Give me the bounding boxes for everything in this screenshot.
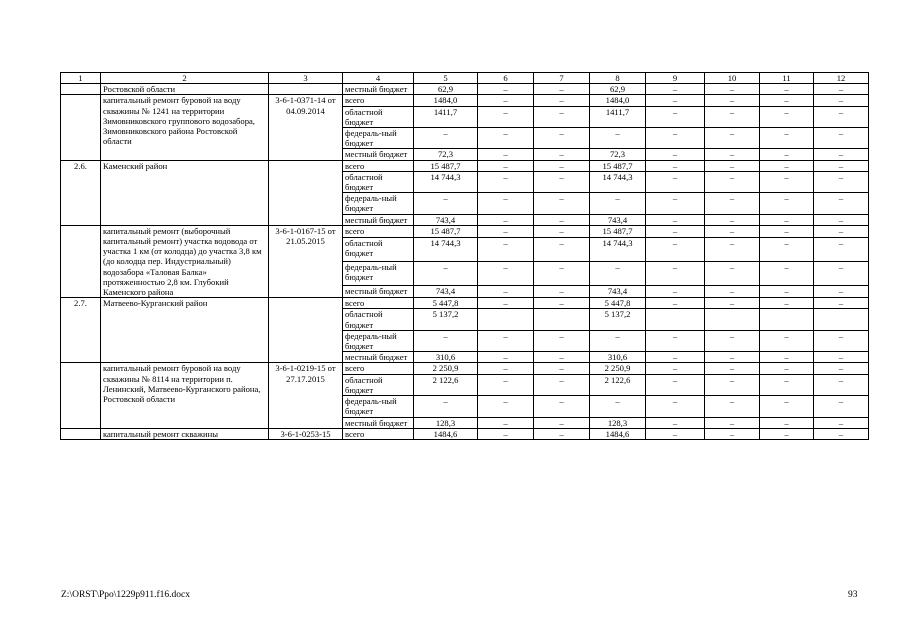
table-cell: – <box>646 417 705 428</box>
table-cell <box>269 84 343 95</box>
table-cell: 2.6. <box>61 160 101 225</box>
table-cell: местный бюджет <box>343 84 414 95</box>
table-cell: – <box>590 330 646 351</box>
table-cell: 743,4 <box>590 214 646 225</box>
table-cell: – <box>705 363 760 374</box>
table-cell: – <box>646 374 705 395</box>
table-cell: всего <box>343 363 414 374</box>
table-cell: – <box>534 238 590 262</box>
table-cell: – <box>646 171 705 192</box>
table-cell: – <box>478 363 534 374</box>
table-cell: – <box>705 149 760 160</box>
table-cell: 3-6-1-0167-15 от 21.05.2015 <box>269 225 343 297</box>
table-cell: – <box>646 106 705 127</box>
header-cell: 8 <box>590 73 646 84</box>
table-cell: – <box>478 298 534 309</box>
table-cell: всего <box>343 225 414 237</box>
table-cell: – <box>705 193 760 214</box>
table-cell: местный бюджет <box>343 285 414 297</box>
table-cell: – <box>760 374 814 395</box>
table-cell: 1484,0 <box>414 95 478 106</box>
table-cell: – <box>814 193 869 214</box>
table-cell: 2.7. <box>61 298 101 363</box>
table-cell: – <box>478 396 534 417</box>
table-cell: 310,6 <box>590 352 646 363</box>
table-cell: – <box>814 128 869 149</box>
table-cell: – <box>646 285 705 297</box>
table-cell: 1484,6 <box>414 428 478 439</box>
table-cell: – <box>534 363 590 374</box>
table-cell: – <box>705 396 760 417</box>
table-cell: 14 744,3 <box>590 238 646 262</box>
table-cell: – <box>760 171 814 192</box>
table-cell: – <box>760 396 814 417</box>
table-cell <box>61 225 101 297</box>
table-cell: – <box>646 363 705 374</box>
table-cell: областной бюджет <box>343 309 414 330</box>
table-cell: – <box>705 298 760 309</box>
table-cell: – <box>760 84 814 95</box>
table-cell: – <box>646 149 705 160</box>
table-cell: 743,4 <box>414 214 478 225</box>
table-cell: – <box>478 95 534 106</box>
header-cell: 1 <box>61 73 101 84</box>
table-cell: 15 487,7 <box>414 160 478 171</box>
table-cell: капитальный ремонт буровой на воду скважины № 1241 на территории Зимовниковского группового водозабора, Зимовниковского района Ростовской области <box>101 95 269 160</box>
table-cell: – <box>646 160 705 171</box>
footer-file-path: Z:\ORST\Ppo\1229p911.f16.docx <box>61 590 190 600</box>
table-row <box>61 363 869 374</box>
table-cell: – <box>705 84 760 95</box>
table-cell: – <box>760 363 814 374</box>
table-cell: – <box>414 330 478 351</box>
table-cell: – <box>414 193 478 214</box>
table-cell: – <box>478 330 534 351</box>
table-cell: – <box>760 193 814 214</box>
table-cell: 3-6-1-0253-15 <box>269 428 343 439</box>
table-cell: 128,3 <box>590 417 646 428</box>
table-cell: 2 250,9 <box>414 363 478 374</box>
table-cell: 62,9 <box>414 84 478 95</box>
table-cell: – <box>534 428 590 439</box>
table-cell: – <box>705 95 760 106</box>
page-number: 93 <box>848 590 858 600</box>
table-cell: 743,4 <box>414 285 478 297</box>
header-cell: 3 <box>269 73 343 84</box>
table-cell: – <box>478 128 534 149</box>
table-cell: – <box>478 160 534 171</box>
table-cell: 5 447,8 <box>414 298 478 309</box>
table-cell: – <box>590 262 646 286</box>
table-cell: – <box>705 128 760 149</box>
table-cell: – <box>534 214 590 225</box>
table-cell: 310,6 <box>414 352 478 363</box>
table-cell <box>534 309 590 330</box>
table-cell: 128,3 <box>414 417 478 428</box>
table-cell: 1484,6 <box>590 428 646 439</box>
table-cell: – <box>534 298 590 309</box>
table-cell: – <box>705 171 760 192</box>
table-cell: 3-6-1-0219-15 от 27.17.2015 <box>269 363 343 428</box>
table-cell: – <box>814 417 869 428</box>
table-cell <box>61 84 101 95</box>
table-row <box>61 298 869 309</box>
table-cell: – <box>414 128 478 149</box>
table-cell: – <box>478 238 534 262</box>
header-cell: 9 <box>646 73 705 84</box>
table-cell: – <box>534 225 590 237</box>
table-cell: 1411,7 <box>414 106 478 127</box>
table-cell: – <box>478 171 534 192</box>
table-cell: местный бюджет <box>343 214 414 225</box>
table-cell: – <box>478 428 534 439</box>
budget-table <box>60 72 869 440</box>
table-cell: – <box>478 262 534 286</box>
table-cell: 5 137,2 <box>414 309 478 330</box>
table-cell: – <box>534 95 590 106</box>
table-cell: 743,4 <box>590 285 646 297</box>
table-cell: 72,3 <box>590 149 646 160</box>
table-cell: – <box>760 106 814 127</box>
table-cell: областной бюджет <box>343 106 414 127</box>
table-cell: – <box>534 396 590 417</box>
table-cell: – <box>534 352 590 363</box>
table-cell: областной бюджет <box>343 238 414 262</box>
table-cell: – <box>760 428 814 439</box>
table-cell: – <box>478 225 534 237</box>
table-cell: – <box>705 352 760 363</box>
table-cell: – <box>760 225 814 237</box>
table-cell: 15 487,7 <box>590 160 646 171</box>
table-cell: – <box>534 171 590 192</box>
table-cell: – <box>814 374 869 395</box>
table-cell: – <box>814 428 869 439</box>
table-cell: – <box>646 193 705 214</box>
table-cell: – <box>646 352 705 363</box>
table-row <box>61 428 869 439</box>
header-row <box>61 73 869 84</box>
table-cell: – <box>705 262 760 286</box>
table-cell: – <box>478 106 534 127</box>
table-cell: федераль-ный бюджет <box>343 330 414 351</box>
table-cell: – <box>646 428 705 439</box>
header-cell: 10 <box>705 73 760 84</box>
table-cell <box>61 428 101 439</box>
table-cell: Ростовской области <box>101 84 269 95</box>
header-cell: 7 <box>534 73 590 84</box>
table-cell: – <box>414 262 478 286</box>
table-cell: – <box>760 160 814 171</box>
table-cell: всего <box>343 428 414 439</box>
table-cell: капитальный ремонт (выборочный капитальный ремонт) участка водовода от участка 1 км (от колодца) до участка 3,8 км (до колодца пер. Индустриальный) водозабора «Таловая Балка» протяженностью 2,8 км. Глубокий Каменского района <box>101 225 269 297</box>
table-row <box>61 95 869 106</box>
table-cell <box>646 309 705 330</box>
table-cell: всего <box>343 160 414 171</box>
table-cell: – <box>760 238 814 262</box>
table-cell: – <box>478 352 534 363</box>
header-cell: 5 <box>414 73 478 84</box>
table-cell <box>814 309 869 330</box>
table-cell: – <box>814 396 869 417</box>
table-cell: – <box>760 149 814 160</box>
table-cell: – <box>646 214 705 225</box>
table-row <box>61 160 869 171</box>
table-cell: – <box>478 417 534 428</box>
table-cell: – <box>814 363 869 374</box>
table-cell: – <box>590 128 646 149</box>
table-cell: местный бюджет <box>343 417 414 428</box>
table-cell: – <box>705 160 760 171</box>
table-cell: 2 122,6 <box>414 374 478 395</box>
table-cell: – <box>646 84 705 95</box>
table-cell: – <box>760 214 814 225</box>
table-cell: федераль-ный бюджет <box>343 128 414 149</box>
table-cell: 5 447,8 <box>590 298 646 309</box>
table-cell: федераль-ный бюджет <box>343 193 414 214</box>
table-cell: – <box>478 214 534 225</box>
table-cell: – <box>705 214 760 225</box>
table-cell: – <box>478 84 534 95</box>
table-cell: 3-6-1-0371-14 от 04.09.2014 <box>269 95 343 160</box>
table-cell: – <box>534 417 590 428</box>
table-cell: – <box>814 149 869 160</box>
table-cell: – <box>760 262 814 286</box>
table-cell: – <box>760 95 814 106</box>
table-cell: местный бюджет <box>343 149 414 160</box>
table-cell <box>269 160 343 225</box>
table-body <box>61 73 869 440</box>
table-cell: областной бюджет <box>343 171 414 192</box>
table-cell: – <box>534 160 590 171</box>
table-cell: – <box>814 330 869 351</box>
table-cell: – <box>534 128 590 149</box>
table-cell: местный бюджет <box>343 352 414 363</box>
table-cell: 14 744,3 <box>414 171 478 192</box>
table-cell: федераль-ный бюджет <box>343 262 414 286</box>
table-cell: – <box>814 298 869 309</box>
table-cell <box>478 309 534 330</box>
table-cell: – <box>705 428 760 439</box>
table-cell: – <box>534 330 590 351</box>
header-cell: 6 <box>478 73 534 84</box>
table-cell: – <box>534 84 590 95</box>
table-cell: 2 122,6 <box>590 374 646 395</box>
table-cell: 2 250,9 <box>590 363 646 374</box>
table-cell <box>760 309 814 330</box>
table-cell: – <box>705 330 760 351</box>
table-cell: – <box>646 225 705 237</box>
header-cell: 4 <box>343 73 414 84</box>
table-cell: – <box>814 238 869 262</box>
table-cell: – <box>760 330 814 351</box>
table-cell <box>269 298 343 363</box>
table-cell: – <box>646 330 705 351</box>
table-cell: – <box>814 84 869 95</box>
table-cell: 14 744,3 <box>414 238 478 262</box>
table-cell: – <box>705 285 760 297</box>
table-cell: 14 744,3 <box>590 171 646 192</box>
table-cell: 62,9 <box>590 84 646 95</box>
table-cell: – <box>534 285 590 297</box>
table-cell: – <box>478 374 534 395</box>
table-cell: областной бюджет <box>343 374 414 395</box>
table-cell <box>61 95 101 160</box>
table-cell: капитальный ремонт скважины <box>101 428 269 439</box>
table-cell: 1484,0 <box>590 95 646 106</box>
table-cell: – <box>646 262 705 286</box>
table-cell: Матвеево-Курганский район <box>101 298 269 363</box>
table-cell: – <box>414 396 478 417</box>
table-cell: – <box>814 106 869 127</box>
table-cell: федераль-ный бюджет <box>343 396 414 417</box>
table-cell: – <box>590 193 646 214</box>
table-cell: – <box>646 298 705 309</box>
table-cell: – <box>814 171 869 192</box>
table-cell: – <box>646 238 705 262</box>
table-cell: всего <box>343 95 414 106</box>
table-cell: 15 487,7 <box>414 225 478 237</box>
table-cell: – <box>814 214 869 225</box>
table-cell: – <box>534 149 590 160</box>
table-cell: – <box>760 352 814 363</box>
table-cell: – <box>590 396 646 417</box>
table-cell: – <box>646 128 705 149</box>
table-cell: – <box>814 352 869 363</box>
table-cell <box>61 363 101 428</box>
table-cell: 5 137,2 <box>590 309 646 330</box>
table-cell: – <box>478 149 534 160</box>
table-cell: 1411,7 <box>590 106 646 127</box>
table-row <box>61 225 869 237</box>
table-cell: – <box>814 285 869 297</box>
table-cell: – <box>814 225 869 237</box>
table-cell: – <box>646 95 705 106</box>
table-cell: капитальный ремонт буровой на воду скважины № 8114 на территории п. Ленинский, Матвеево-Курганского района, Ростовской области <box>101 363 269 428</box>
table-cell: – <box>646 396 705 417</box>
header-cell: 12 <box>814 73 869 84</box>
table-cell: – <box>814 95 869 106</box>
header-cell: 11 <box>760 73 814 84</box>
table-cell: – <box>534 193 590 214</box>
table-cell: – <box>760 285 814 297</box>
table-cell: – <box>705 238 760 262</box>
table-cell: – <box>478 193 534 214</box>
table-cell: – <box>814 262 869 286</box>
table-cell: – <box>705 106 760 127</box>
table-cell: – <box>478 285 534 297</box>
table-cell: 15 487,7 <box>590 225 646 237</box>
table-cell: – <box>705 225 760 237</box>
table-cell: – <box>760 417 814 428</box>
table-cell <box>705 309 760 330</box>
table-cell: Каменский район <box>101 160 269 225</box>
header-cell: 2 <box>101 73 269 84</box>
table-cell: – <box>814 160 869 171</box>
table-cell: – <box>534 106 590 127</box>
table-cell: – <box>705 374 760 395</box>
table-cell: – <box>534 262 590 286</box>
table-cell: – <box>534 374 590 395</box>
table-cell: – <box>760 128 814 149</box>
table-cell: 72,3 <box>414 149 478 160</box>
table-cell: – <box>705 417 760 428</box>
table-row <box>61 84 869 95</box>
table-cell: – <box>760 298 814 309</box>
table-cell: всего <box>343 298 414 309</box>
